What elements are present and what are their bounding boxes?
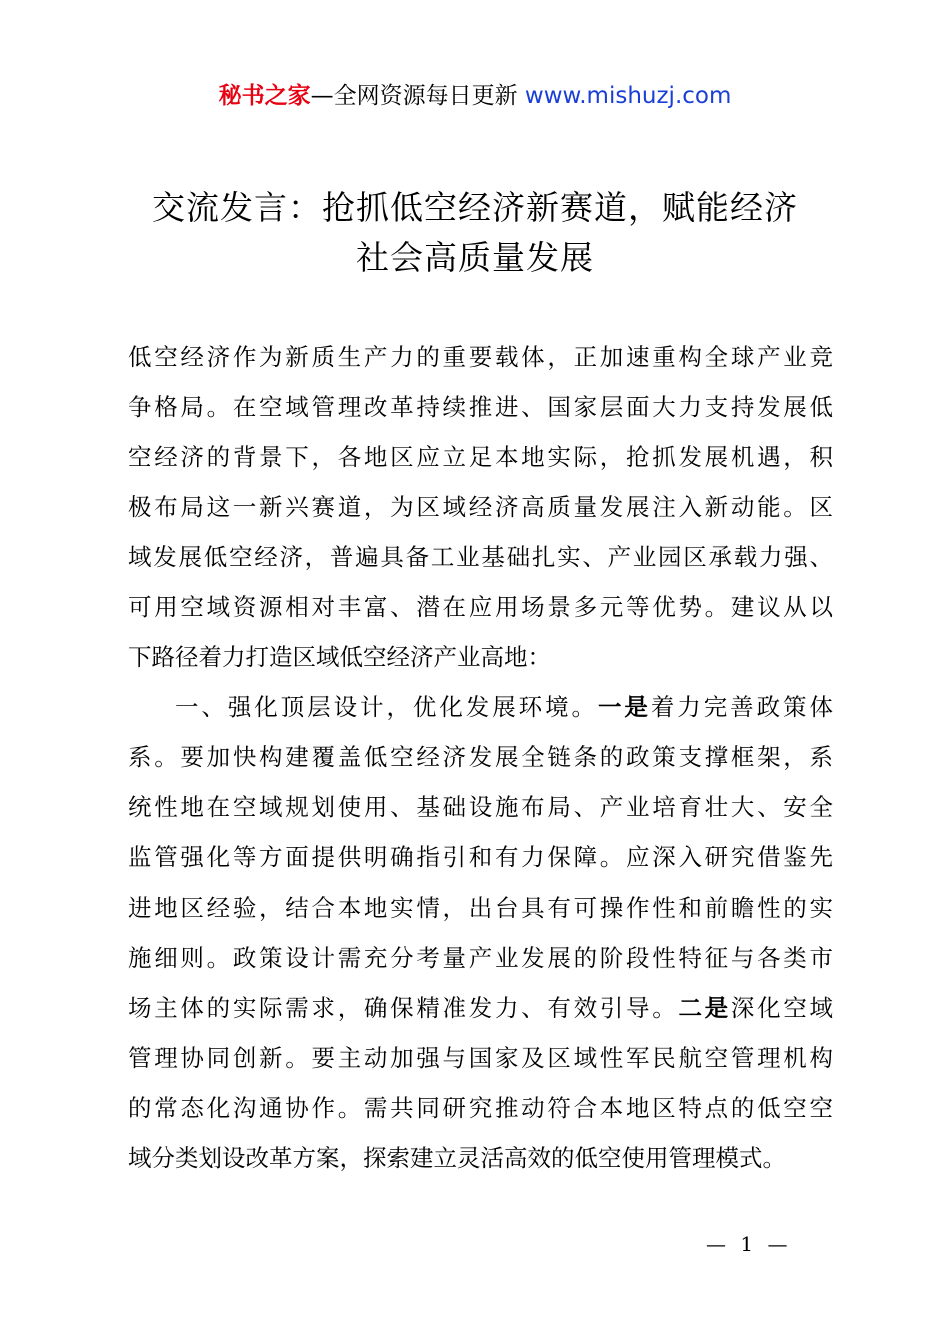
section-heading: 一、强化顶层设计，优化发展环境。 — [175, 693, 598, 722]
body-line: 统性地在空域规划使用、基础设施布局、产业培育壮大、安全 — [128, 793, 833, 822]
body-line — [128, 983, 833, 1033]
body-text: 深化空域 — [730, 993, 834, 1022]
body-line: 的常态化沟通协作。需共同研究推动符合本地区特点的低空空 — [128, 1093, 833, 1122]
site-header — [0, 80, 950, 112]
brand-name: 秘书之家 — [218, 83, 311, 109]
body-line: 低空经济作为新质生产力的重要载体，正加速重构全球产业竞 — [128, 343, 833, 371]
title-line-1: 交流发言：抢抓低空经济新赛道，赋能经济 — [152, 188, 798, 227]
body-line: 系。要加快构建覆盖低空经济发展全链条的政策支撑框架，系 — [128, 743, 833, 772]
page-number: — 1 — — [706, 1232, 792, 1256]
body-line: 施细则。政策设计需充分考量产业发展的阶段性特征与各类市 — [128, 943, 833, 972]
point-marker-two: 二是 — [678, 993, 731, 1022]
document-body — [128, 332, 833, 1183]
point-marker-one: 一是 — [598, 693, 651, 722]
body-text: 着力完善政策体 — [650, 693, 833, 722]
body-line: 管理协同创新。要主动加强与国家及区域性军民航空管理机构 — [128, 1043, 833, 1072]
body-line: 空经济的背景下，各地区应立足本地实际，抢抓发展机遇，积 — [128, 443, 833, 472]
body-line: 监管强化等方面提供明确指引和有力保障。应深入研究借鉴先 — [128, 843, 833, 872]
body-line: 争格局。在空域管理改革持续推进、国家层面大力支持发展低 — [128, 393, 833, 422]
document-title — [0, 183, 950, 283]
body-line: 进地区经验，结合本地实情，出台具有可操作性和前瞻性的实 — [128, 893, 833, 922]
site-url-link[interactable]: www.mishuzj.com — [524, 83, 732, 109]
body-line: 域分类划设改革方案，探索建立灵活高效的低空使用管理模式。 — [128, 1143, 786, 1172]
body-line: 可用空域资源相对丰富、潜在应用场景多元等优势。建议从以 — [128, 593, 833, 622]
body-line: 域发展低空经济，普遍具备工业基础扎实、产业园区承载力强、 — [128, 543, 833, 572]
body-line: 下路径着力打造区域低空经济产业高地： — [128, 643, 551, 672]
body-line: 极布局这一新兴赛道，为区域经济高质量发展注入新动能。区 — [128, 493, 833, 522]
section-heading-line — [128, 682, 833, 732]
header-tagline: —全网资源每日更新 — [310, 83, 518, 109]
title-line-2: 社会高质量发展 — [356, 238, 594, 277]
body-text: 场主体的实际需求，确保精准发力、有效引导。 — [128, 993, 679, 1022]
